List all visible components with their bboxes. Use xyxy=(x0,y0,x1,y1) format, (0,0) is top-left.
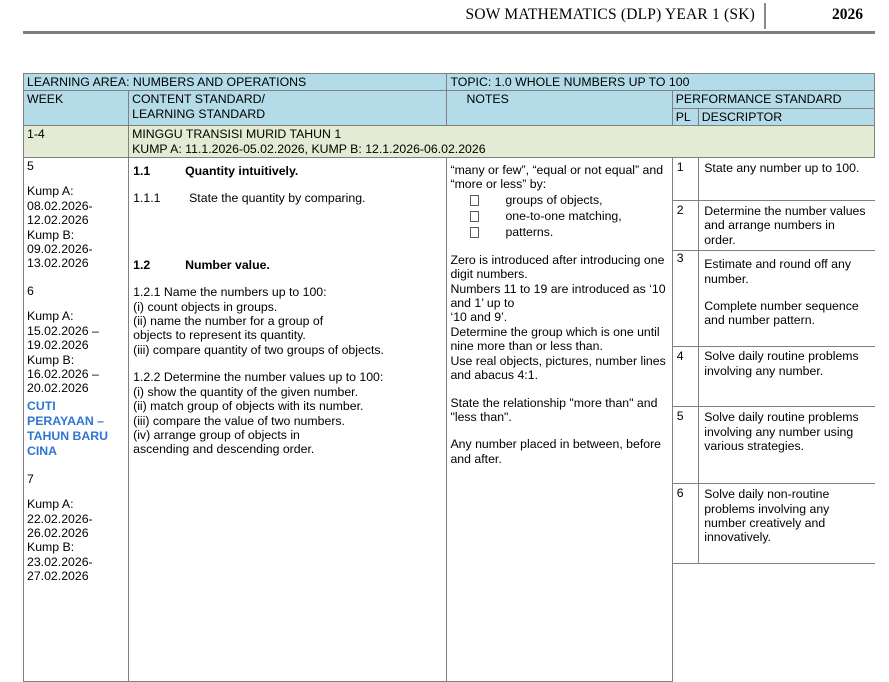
learning-standard-1-2-2-i: (i) show the quantity of the given number. xyxy=(133,384,358,399)
notes-zero-line2: digit numbers. xyxy=(450,267,528,282)
performance-empty-row xyxy=(673,564,875,682)
notes-bullet-item xyxy=(450,208,668,224)
week-6-kump-a-label: Kump A: xyxy=(27,309,74,324)
document-year: 2026 xyxy=(832,6,863,23)
topic-cell: TOPIC: 1.0 WHOLE NUMBERS UP TO 100 xyxy=(447,74,875,91)
notes-bullet-text: groups of objects, xyxy=(505,192,603,207)
week-7-kump-a-end: 26.02.2026 xyxy=(27,525,89,540)
table-header-row xyxy=(24,91,875,108)
header-rule xyxy=(23,31,875,34)
pl-value: 1 xyxy=(673,158,699,201)
column-header-content-standard xyxy=(129,91,447,126)
content-standard-line2: LEARNING STANDARD xyxy=(132,106,266,121)
week-6-kump-b-label: Kump B: xyxy=(27,352,75,367)
notes-spacer-3 xyxy=(450,424,668,437)
notes-bullet-text: patterns. xyxy=(505,224,554,239)
pl-value: 4 xyxy=(673,347,699,407)
learning-standard-1-2-2-heading: 1.2.2 Determine the number values up to 100: xyxy=(133,370,384,385)
descriptor-text: Determine the number values and arrange numbers in order. xyxy=(699,201,875,251)
content-spacer-3 xyxy=(133,272,443,285)
performance-standard-column-cell xyxy=(672,158,874,682)
learning-standard-1-2-2-iv-line2: ascending and descending order. xyxy=(133,442,315,457)
column-header-performance-standard: PERFORMANCE STANDARD xyxy=(672,91,874,108)
pl-value: 3 xyxy=(673,251,699,347)
week-5-kump-a-start: 08.02.2026- xyxy=(27,198,93,213)
learning-standard-1-1-1 xyxy=(133,191,443,205)
performance-row xyxy=(673,407,875,484)
content-standard-1-2-number: 1.2 xyxy=(133,257,151,272)
descriptor-spacer xyxy=(704,286,869,299)
performance-row xyxy=(673,251,875,347)
week-5-kump-b-start: 09.02.2026- xyxy=(27,242,93,257)
performance-row xyxy=(673,158,875,201)
content-standard-1-1-number: 1.1 xyxy=(133,164,151,179)
notes-relationship-line1: State the relationship "more than" and xyxy=(450,395,658,410)
descriptor-text: State any number up to 100. xyxy=(699,158,875,201)
column-header-descriptor: DESCRIPTOR xyxy=(698,108,874,125)
week-6-kump-a-end: 19.02.2026 xyxy=(27,338,89,353)
descriptor-text xyxy=(699,251,875,347)
notes-placement-line2: and after. xyxy=(450,451,502,466)
week-6-kump-b-end: 20.02.2026 xyxy=(27,381,89,396)
notes-group-line2: nine more than or less than. xyxy=(450,339,603,354)
week-7-kump-a-label: Kump A: xyxy=(27,497,74,512)
content-standard-line1: CONTENT STANDARD/ xyxy=(132,92,265,107)
performance-row xyxy=(673,484,875,564)
column-header-week: WEEK xyxy=(24,91,129,126)
notes-materials-line2: and abacus 4:1. xyxy=(450,368,538,383)
performance-standard-table xyxy=(673,158,875,681)
notes-header-label: NOTES xyxy=(466,92,509,107)
week-spacer-1 xyxy=(27,271,125,284)
week-7-kump-b-label: Kump B: xyxy=(27,540,75,555)
performance-empty-cell xyxy=(673,564,875,682)
performance-row xyxy=(673,347,875,407)
week-5-kump-a-label: Kump A: xyxy=(27,184,74,199)
descriptor-text: Solve daily routine problems involving any number. xyxy=(699,347,875,407)
learning-standard-1-1-1-number: 1.1.1 xyxy=(133,191,161,206)
document-running-header xyxy=(23,2,875,32)
descriptor-part-1: Estimate and round off any number. xyxy=(704,257,851,286)
notes-placement-line1: Any number placed in between, before xyxy=(450,437,662,452)
column-header-notes xyxy=(447,91,672,126)
descriptor-text: Solve daily routine problems involving any number using various strategies. xyxy=(699,407,875,484)
notes-bullet-list xyxy=(450,192,668,240)
pl-value: 2 xyxy=(673,201,699,251)
content-standard-1-2-title: Number value. xyxy=(185,257,270,272)
content-standard-1-1 xyxy=(133,164,443,178)
learning-standard-1-2-1-i: (i) count objects in groups. xyxy=(133,299,278,314)
descriptor-text: Solve daily non-routine problems involving any number creatively and innovatively. xyxy=(699,484,875,564)
notes-column-cell xyxy=(447,158,672,682)
transition-line-1: MINGGU TRANSISI MURID TAHUN 1 xyxy=(132,127,342,142)
main-content-row xyxy=(24,158,875,682)
notes-materials-line1: Use real objects, pictures, number lines xyxy=(450,353,666,368)
scheme-of-work-table xyxy=(23,73,875,682)
pl-value: 5 xyxy=(673,407,699,484)
holiday-line-1: CUTI PERAYAAN – xyxy=(27,398,105,428)
learning-standard-1-2-2-iv-line1: (iv) arrange group of objects in xyxy=(133,427,300,442)
content-standard-1-2 xyxy=(133,258,443,272)
week-5-number: 5 xyxy=(27,159,34,174)
bullet-tofu-icon xyxy=(470,211,479,222)
week-5-kump-a-end: 12.02.2026 xyxy=(27,213,89,228)
week-spacer-2 xyxy=(27,459,125,472)
transition-line-2: KUMP A: 11.1.2026-05.02.2026, KUMP B: 12.1.2026-06.02.2026 xyxy=(132,141,486,156)
notes-group-line1: Determine the group which is one until xyxy=(450,324,660,339)
week-7-kump-b-end: 27.02.2026 xyxy=(27,569,89,584)
bullet-tofu-icon xyxy=(470,195,479,206)
week-6-kump-b-start: 16.02.2026 – xyxy=(27,366,99,381)
content-spacer-4 xyxy=(133,357,443,370)
notes-teens-line2: and 1’ up to xyxy=(450,296,515,311)
content-standard-column-cell xyxy=(129,158,447,682)
transition-week-row xyxy=(24,126,875,158)
learning-standard-1-2-1-ii-line2: objects to represent its quantity. xyxy=(133,328,306,343)
learning-standard-1-1-1-text: State the quantity by comparing. xyxy=(189,191,366,206)
learning-standard-1-2-1-ii-line1: (ii) name the number for a group of xyxy=(133,314,324,329)
week-5-kump-b-end: 13.02.2026 xyxy=(27,256,89,271)
week-7-kump-a-start: 22.02.2026- xyxy=(27,511,93,526)
notes-relationship-line2: "less than". xyxy=(450,409,512,424)
bullet-tofu-icon xyxy=(470,227,479,238)
descriptor-part-2: Complete number sequence and number pattern. xyxy=(704,299,859,328)
transition-week-text xyxy=(129,126,875,158)
learning-standard-1-2-1-heading: 1.2.1 Name the numbers up to 100: xyxy=(133,285,327,300)
week-5-kump-b-label: Kump B: xyxy=(27,227,75,242)
content-spacer-2 xyxy=(133,206,443,258)
notes-teens-line3: ‘10 and 9’. xyxy=(450,310,508,325)
notes-bullet-item xyxy=(450,192,668,208)
table-banner-row xyxy=(24,74,875,91)
week-6-kump-a-start: 15.02.2026 – xyxy=(27,323,99,338)
holiday-note xyxy=(27,399,125,459)
week-6-number: 6 xyxy=(27,283,34,298)
learning-area-cell: LEARNING AREA: NUMBERS AND OPERATIONS xyxy=(24,74,447,91)
week-7-number: 7 xyxy=(27,471,34,486)
document-title: SOW MATHEMATICS (DLP) YEAR 1 (SK) xyxy=(465,6,755,23)
notes-spacer-2 xyxy=(450,383,668,396)
notes-zero-line1: Zero is introduced after introducing one xyxy=(450,252,665,267)
learning-standard-1-2-1-iii: (iii) compare quantity of two groups of objects. xyxy=(133,342,384,357)
learning-standard-1-2-2-ii: (ii) match group of objects with its number. xyxy=(133,399,364,414)
week-column-cell xyxy=(24,158,129,682)
notes-bullet-text: one-to-one matching, xyxy=(505,208,622,223)
pl-value: 6 xyxy=(673,484,699,564)
notes-bullet-item xyxy=(450,224,668,240)
transition-week-number: 1-4 xyxy=(24,126,129,158)
holiday-line-2: TAHUN BARU CINA xyxy=(27,428,109,458)
performance-row xyxy=(673,201,875,251)
notes-intro-line1: “many or few”, “equal or not equal” and xyxy=(450,163,664,178)
learning-standard-1-2-2-iii: (iii) compare the value of two numbers. xyxy=(133,413,345,428)
column-header-pl: PL xyxy=(672,108,698,125)
week-7-kump-b-start: 23.02.2026- xyxy=(27,554,93,569)
content-standard-1-1-title: Quantity intuitively. xyxy=(185,164,299,179)
notes-spacer-1 xyxy=(450,240,668,253)
notes-intro-line2: “more or less” by: xyxy=(450,177,547,192)
notes-teens-line1: Numbers 11 to 19 are introduced as ‘10 xyxy=(450,281,666,296)
content-spacer-1 xyxy=(133,178,443,191)
